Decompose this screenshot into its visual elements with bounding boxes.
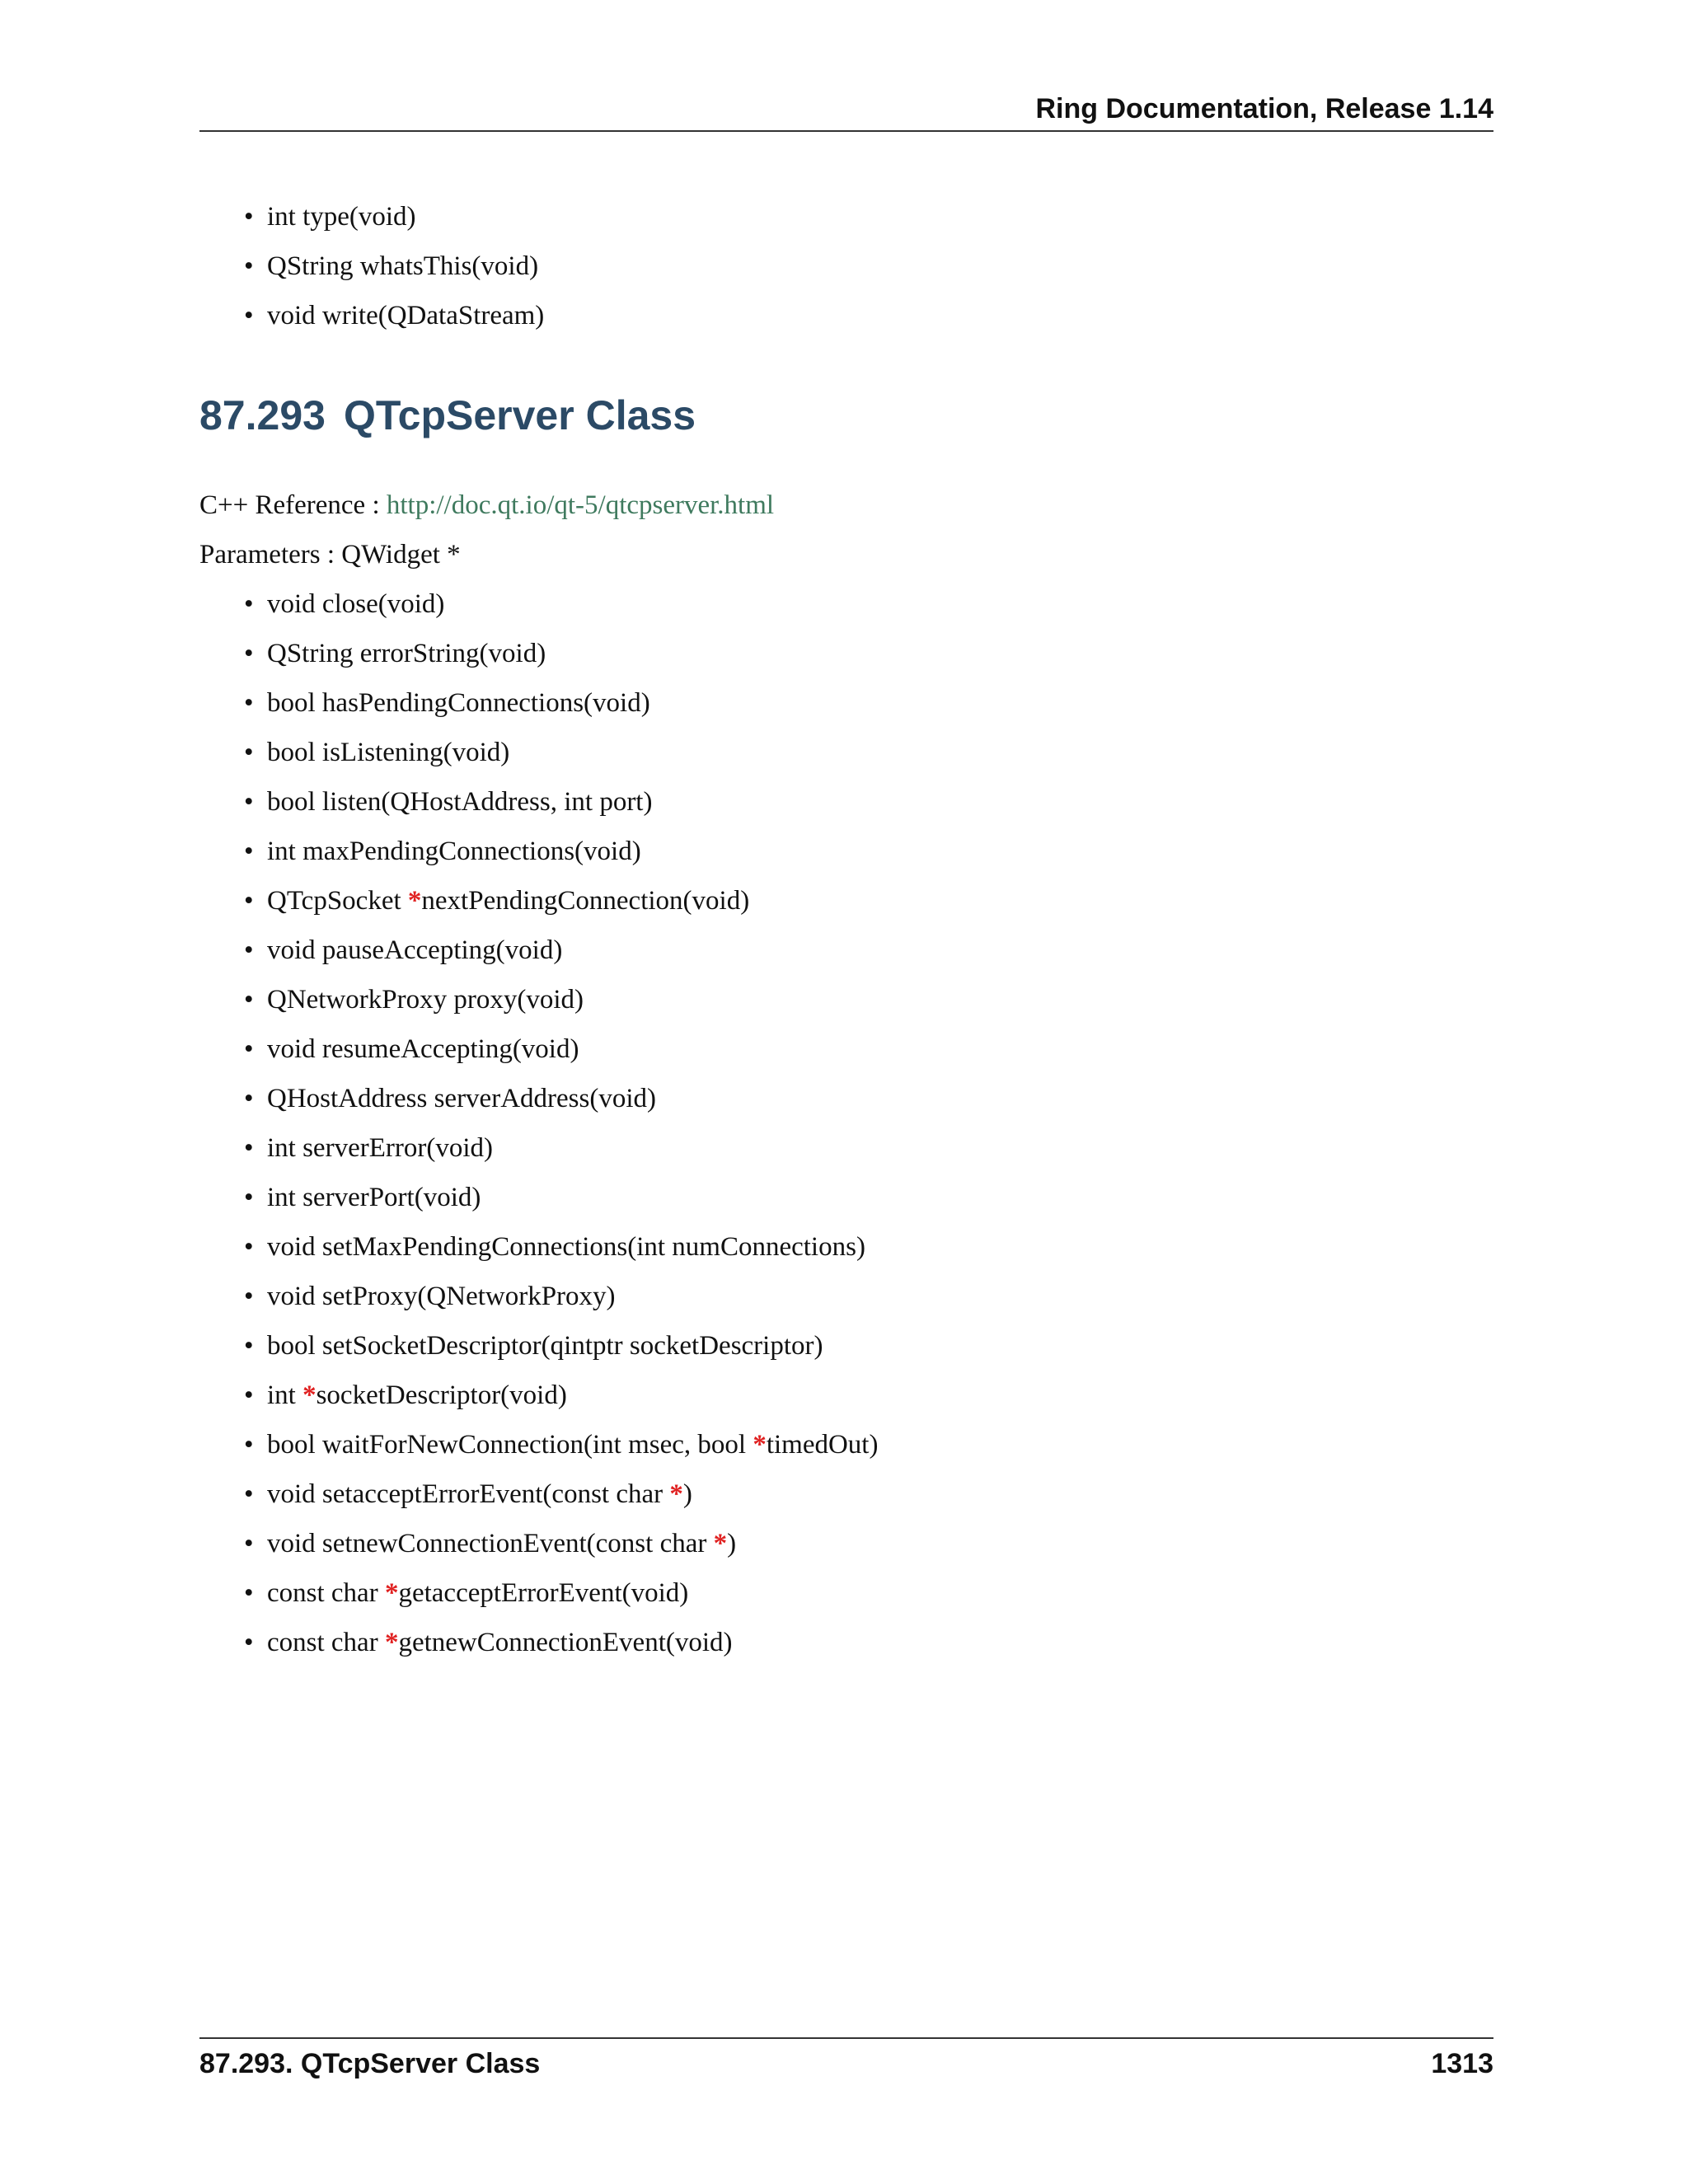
method-item (242, 1626, 878, 1675)
method-signature-start: int serverError(void) (267, 1133, 493, 1163)
method-item (242, 687, 878, 736)
method-signature-start: void resumeAccepting(void) (267, 1034, 579, 1064)
method-item (242, 835, 878, 884)
page-header (199, 91, 1493, 132)
bullet-icon: • (244, 886, 254, 916)
list-item (242, 299, 544, 349)
reference-label: C++ Reference : (199, 490, 387, 520)
bullet-icon: • (244, 1183, 254, 1212)
bullet-icon: • (244, 1578, 254, 1608)
bullet-icon: • (244, 251, 254, 281)
pointer-star: * (384, 1578, 399, 1608)
method-item (242, 1379, 878, 1428)
method-signature: int type(void) (267, 202, 416, 232)
bullet-icon: • (244, 935, 254, 965)
bullet-icon: • (244, 1628, 254, 1657)
bullet-icon: • (244, 688, 254, 718)
method-item (242, 637, 878, 687)
method-signature-end: timedOut) (766, 1430, 879, 1460)
method-signature-end: ) (682, 1479, 692, 1509)
bullet-icon: • (244, 639, 254, 668)
method-list (242, 588, 878, 1675)
document-title: Ring Documentation, Release 1.14 (1035, 93, 1493, 124)
method-item (242, 1230, 878, 1280)
method-signature-start: void setacceptErrorEvent(const char (267, 1479, 670, 1509)
method-signature-start: void setnewConnectionEvent(const char (267, 1529, 714, 1558)
bullet-icon: • (244, 1282, 254, 1311)
parameters-line: Parameters : QWidget * (199, 540, 461, 569)
method-signature-start: QNetworkProxy proxy(void) (267, 985, 584, 1015)
method-signature-end: socketDescriptor(void) (316, 1380, 567, 1410)
reference-link[interactable]: http://doc.qt.io/qt-5/qtcpserver.html (386, 490, 775, 520)
method-signature-end: ) (727, 1529, 737, 1558)
bullet-icon: • (244, 985, 254, 1015)
method-signature: void write(QDataStream) (267, 301, 545, 330)
pointer-star: * (753, 1430, 767, 1460)
list-item (242, 250, 544, 299)
method-item (242, 1577, 878, 1626)
bullet-icon: • (244, 1133, 254, 1163)
method-signature-start: QTcpSocket (267, 886, 408, 916)
method-item (242, 785, 878, 835)
method-item (242, 1132, 878, 1181)
section-heading (199, 392, 696, 438)
method-item (242, 1527, 878, 1577)
method-signature-start: const char (267, 1578, 385, 1608)
list-item (242, 200, 544, 250)
bullet-icon: • (244, 1331, 254, 1361)
method-signature-end: nextPendingConnection(void) (421, 886, 750, 916)
top-method-list (242, 200, 544, 349)
method-signature: QString whatsThis(void) (267, 251, 539, 281)
bullet-icon: • (244, 202, 254, 232)
method-signature-start: void setProxy(QNetworkProxy) (267, 1282, 616, 1311)
pointer-star: * (384, 1628, 399, 1657)
method-item (242, 1478, 878, 1527)
page-number: 1313 (1431, 2048, 1493, 2079)
bullet-icon: • (244, 1479, 254, 1509)
bullet-icon: • (244, 589, 254, 619)
bullet-icon: • (244, 837, 254, 866)
bullet-icon: • (244, 1430, 254, 1460)
method-item (242, 1033, 878, 1082)
bullet-icon: • (244, 1232, 254, 1262)
method-item (242, 1329, 878, 1379)
method-item (242, 1428, 878, 1478)
section-number: 87.293 (199, 392, 326, 438)
method-item (242, 736, 878, 785)
method-item (242, 934, 878, 983)
pointer-star: * (302, 1380, 316, 1410)
method-signature-start: bool setSocketDescriptor(qintptr socketDescriptor) (267, 1331, 823, 1361)
section-title-text: QTcpServer Class (343, 392, 696, 438)
method-signature-start: void close(void) (267, 589, 445, 619)
method-signature-start: bool waitForNewConnection(int msec, bool (267, 1430, 753, 1460)
bullet-icon: • (244, 1529, 254, 1558)
method-signature-start: bool listen(QHostAddress, int port) (267, 787, 653, 817)
method-item (242, 588, 878, 637)
footer-section-label: 87.293. QTcpServer Class (199, 2048, 541, 2079)
method-signature-start: int (267, 1380, 303, 1410)
bullet-icon: • (244, 1034, 254, 1064)
bullet-icon: • (244, 301, 254, 330)
method-signature-end: getacceptErrorEvent(void) (398, 1578, 689, 1608)
bullet-icon: • (244, 1084, 254, 1113)
method-signature-start: int maxPendingConnections(void) (267, 837, 641, 866)
method-signature-start: QString errorString(void) (267, 639, 546, 668)
method-signature-start: bool isListening(void) (267, 738, 510, 767)
method-signature-start: void setMaxPendingConnections(int numConnections) (267, 1232, 865, 1262)
method-signature-start: bool hasPendingConnections(void) (267, 688, 650, 718)
pointer-star: * (407, 886, 422, 916)
method-item (242, 983, 878, 1033)
bullet-icon: • (244, 1380, 254, 1410)
page-footer (199, 2037, 1493, 2088)
method-signature-start: void pauseAccepting(void) (267, 935, 563, 965)
cpp-reference (199, 489, 774, 522)
method-item (242, 884, 878, 934)
method-signature-start: const char (267, 1628, 385, 1657)
method-signature-start: int serverPort(void) (267, 1183, 481, 1212)
bullet-icon: • (244, 787, 254, 817)
pointer-star: * (669, 1479, 683, 1509)
bullet-icon: • (244, 738, 254, 767)
method-signature-start: QHostAddress serverAddress(void) (267, 1084, 656, 1113)
method-item (242, 1082, 878, 1132)
method-item (242, 1280, 878, 1329)
method-item (242, 1181, 878, 1230)
pointer-star: * (713, 1529, 728, 1558)
method-signature-end: getnewConnectionEvent(void) (398, 1628, 733, 1657)
